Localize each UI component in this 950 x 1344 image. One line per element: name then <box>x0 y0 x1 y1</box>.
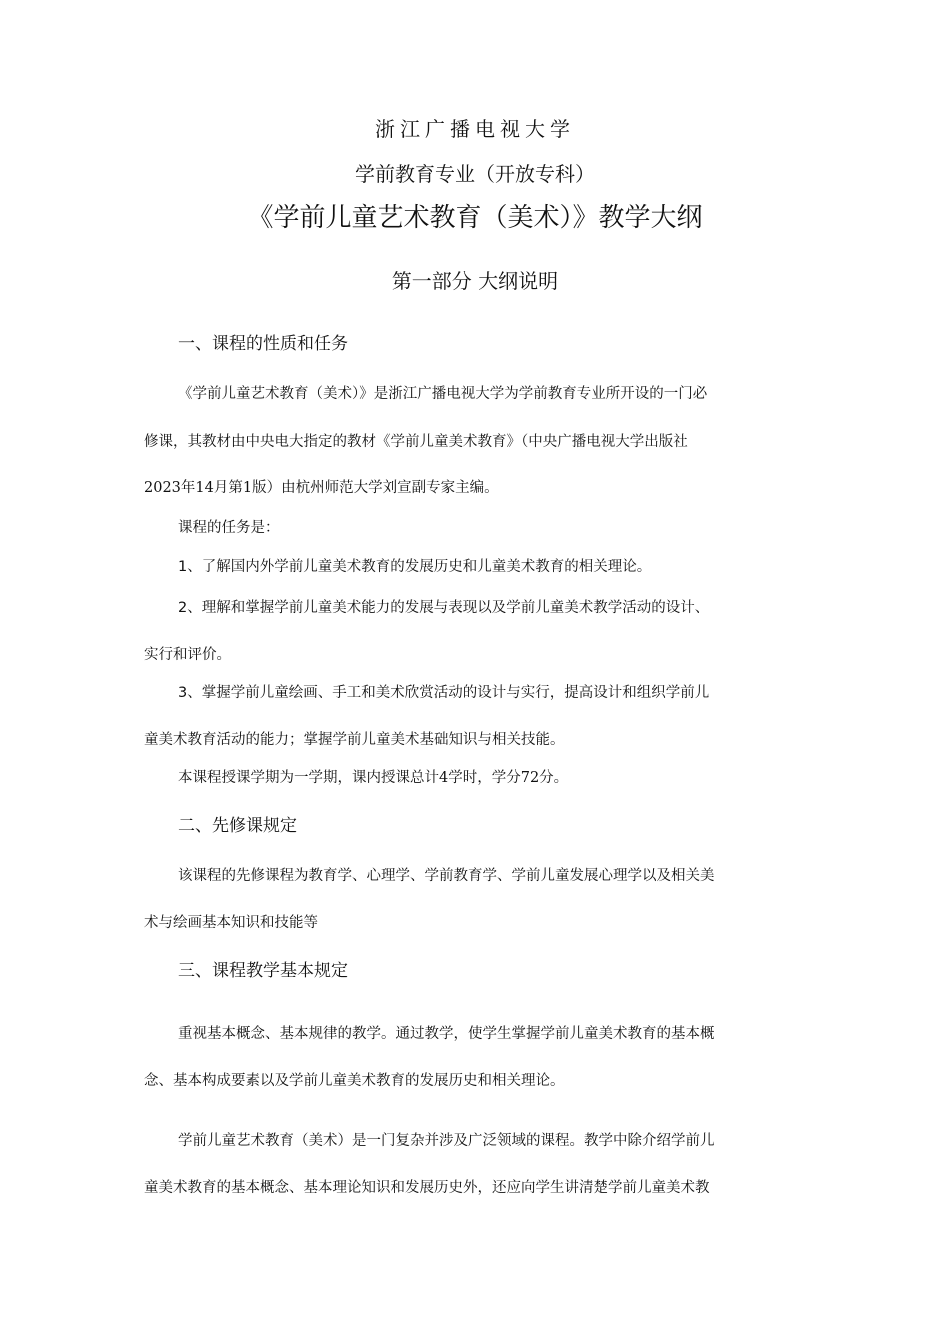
paragraph-line: 2023年14月第1版）由杭州师范大学刘宣副专家主编。 <box>144 480 499 496</box>
task-item-1: 1、了解国内外学前儿童美术教育的发展历史和儿童美术教育的相关理论。 <box>178 559 652 575</box>
paragraph-line: 童美术教育的基本概念、基本理论知识和发展历史外，还应向学生讲清楚学前儿童美术教 <box>144 1180 710 1196</box>
paragraph-line: 术与绘画基本知识和技能等 <box>144 915 318 931</box>
task-item-3: 3、掌握学前儿童绘画、手工和美术欣赏活动的设计与实行，提高设计和组织学前儿 <box>178 685 710 701</box>
section-heading-prerequisites: 二、先修课规定 <box>178 816 297 836</box>
document-title: 《学前儿童艺术教育（美术）》教学大纲 <box>247 203 703 233</box>
tasks-intro: 课程的任务是： <box>178 520 280 536</box>
course-hours: 本课程授课学期为一学期，课内授课总计4学时，学分72分。 <box>178 770 569 786</box>
part-title: 第一部分 大纲说明 <box>391 269 559 293</box>
paragraph-line: 念、基本构成要素以及学前儿童美术教育的发展历史和相关理论。 <box>144 1073 565 1089</box>
program-title: 学前教育专业（开放专科） <box>355 162 595 186</box>
section-heading-teaching-requirements: 三、课程教学基本规定 <box>178 961 348 981</box>
task-item-3-continued: 童美术教育活动的能力；掌握学前儿童美术基础知识与相关技能。 <box>144 732 565 748</box>
paragraph-line: 《学前儿童艺术教育（美术）》是浙江广播电视大学为学前教育专业所开设的一门必 <box>178 386 708 402</box>
task-item-2-continued: 实行和评价。 <box>144 647 231 663</box>
paragraph-line: 修课，其教材由中央电大指定的教材《学前儿童美术教育》（中央广播电视大学出版社 <box>144 434 688 450</box>
paragraph-line: 重视基本概念、基本规律的教学。通过教学，使学生掌握学前儿童美术教育的基本概 <box>178 1026 715 1042</box>
task-item-2: 2、理解和掌握学前儿童美术能力的发展与表现以及学前儿童美术教学活动的设计、 <box>178 600 710 616</box>
university-title: 浙江广播电视大学 <box>375 117 575 141</box>
section-heading-nature-tasks: 一、课程的性质和任务 <box>178 334 348 354</box>
paragraph-line: 学前儿童艺术教育（美术）是一门复杂并涉及广泛领域的课程。教学中除介绍学前儿 <box>178 1133 715 1149</box>
paragraph-line: 该课程的先修课程为教育学、心理学、学前教育学、学前儿童发展心理学以及相关美 <box>178 868 715 884</box>
